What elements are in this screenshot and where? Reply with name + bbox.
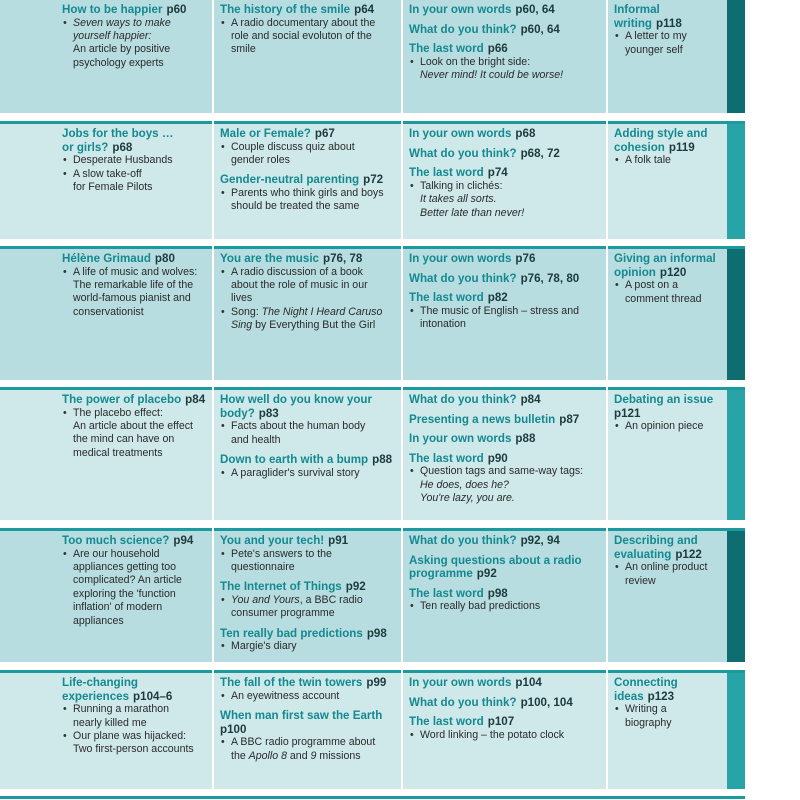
listening-cell: The fall of the twin towers p99 • An eyewitness account When man first saw the Earth p100 • A BBC radio programme about the Apollo 8 and 9 missions: [214, 673, 401, 792]
section-heading: or girls? p68: [62, 140, 133, 154]
section-heading: Connecting: [614, 676, 678, 689]
list-item: • An opinion piece: [614, 420, 721, 433]
row-stripe: [727, 673, 745, 789]
list-item: • Question tags and same-way tags:: [409, 465, 600, 478]
list-item: • An eyewitness account: [220, 690, 395, 703]
section-heading: evaluating p122: [614, 547, 702, 561]
section-heading: What do you think? p84: [409, 393, 541, 406]
listening-cell: You are the music p76, 78 • A radio discussion of a book about the role of music in our lives • Song: The Night I Heard Caruso Sing by Everything But the Girl: [214, 249, 401, 383]
section-heading: experiences p104–6: [62, 689, 173, 703]
list-item: • An online product: [614, 561, 721, 574]
list-item: • Writing a: [614, 703, 721, 716]
list-item: • A life of music and wolves:: [62, 266, 206, 279]
list-item: • Talking in clichés:: [409, 180, 600, 193]
section-heading: What do you think? p100, 104: [409, 695, 573, 709]
row-stripe: [727, 531, 745, 662]
reading-cell: Life-changing experiences p104–6 • Running a marathon nearly killed me • Our plane was hijacked: Two first-person accounts: [0, 673, 212, 792]
section-heading: The last word p107: [409, 715, 515, 729]
list-item: • A folk tale: [614, 154, 721, 167]
list-item: • Parents who think girls and boys: [220, 187, 395, 200]
listening-cell: You and your tech! p91 • Pete's answers to the questionnaire The Internet of Things p92 • You and Yours, a BBC radio consumer programme Ten really bad predictions p98 • Margie's diary: [214, 531, 401, 665]
row-stripe: [727, 124, 745, 239]
list-item: • Desperate Husbands: [62, 154, 206, 167]
list-item: • You and Yours, a BBC radio: [220, 594, 395, 607]
reading-cell: How to be happier p60 • Seven ways to make yourself happier: An article by positive psychology experts: [0, 0, 212, 113]
section-heading: The last word p90: [409, 451, 508, 465]
section-heading: The last word p74: [409, 166, 508, 180]
section-heading: Describing and: [614, 534, 698, 547]
section-heading: The fall of the twin towers p99: [220, 676, 387, 689]
section-heading: You are the music p76, 78: [220, 252, 363, 265]
section-heading: What do you think? p76, 78, 80: [409, 271, 580, 285]
writing-cell: [608, 390, 727, 523]
reading-cell: Jobs for the boys … or girls? p68 • Desperate Husbands • A slow take-off for Female Pilots: [0, 124, 212, 242]
section-heading: Male or Female? p67: [220, 127, 335, 140]
section-heading: How to be happier p60: [62, 3, 187, 16]
speaking-cell: In your own words p68 What do you think? p68, 72 The last word p74 • Talking in clichés: It takes all sorts. Better late than never!: [403, 124, 606, 242]
section-heading: The power of placebo p84: [62, 393, 206, 406]
section-heading: In your own words p104: [409, 676, 542, 689]
speaking-cell: In your own words p76 What do you think? p76, 78, 80 The last word p82 • The music of English – stress and intonation: [403, 249, 606, 383]
list-item: • The placebo effect:: [62, 407, 206, 420]
section-heading: What do you think? p60, 64: [409, 22, 560, 36]
section-heading: p100: [220, 722, 247, 736]
section-heading: cohesion p119: [614, 140, 695, 154]
list-item: • Pete's answers to the: [220, 548, 395, 561]
section-heading: The history of the smile p64: [220, 3, 375, 16]
list-item: • A BBC radio programme about: [220, 736, 395, 749]
unit-row: [0, 246, 800, 380]
section-heading: ideas p123: [614, 689, 675, 703]
writing-cell: Giving an informal opinion p120 • A post on a comment thread: [608, 249, 727, 383]
list-item: • A post on a: [614, 279, 721, 292]
section-heading: writing p118: [614, 16, 682, 30]
list-item: • Couple discuss quiz about: [220, 141, 395, 154]
section-heading: Asking questions about a radio: [409, 553, 582, 567]
section-heading: How well do you know your: [220, 393, 373, 406]
unit-row: [0, 387, 800, 520]
list-item: • A letter to my: [614, 30, 721, 43]
section-heading: The last word p82: [409, 291, 508, 305]
list-item: • A slow take-off: [62, 168, 206, 181]
list-item: • Ten really bad predictions: [409, 600, 600, 613]
reading-cell: Hélène Grimaud p80 • A life of music and wolves: The remarkable life of the world-famous pianist and conservationist: [0, 249, 212, 383]
list-item: • The music of English – stress and: [409, 305, 600, 318]
list-item: • Look on the bright side:: [409, 56, 600, 69]
list-item: • Margie's diary: [220, 640, 395, 653]
section-heading: Giving an informal: [614, 252, 716, 265]
listening-cell: The history of the smile p64 • A radio documentary about the role and social evoluton of the smile: [214, 0, 401, 113]
unit-row: [0, 121, 800, 239]
list-item: • Our plane was hijacked:: [62, 730, 206, 743]
list-item: • A radio documentary about the: [220, 17, 395, 30]
section-heading: Down to earth with a bump p88: [220, 453, 393, 466]
speaking-cell: [403, 531, 606, 665]
section-heading: The Internet of Things p92: [220, 580, 366, 594]
writing-cell: Describing and evaluating p122 • An online product review: [608, 531, 727, 665]
section-heading: Gender-neutral parenting p72: [220, 173, 384, 187]
section-heading: What do you think? p68, 72: [409, 146, 560, 160]
section-heading: Life-changing: [62, 676, 138, 689]
row-stripe: [727, 249, 745, 380]
reading-cell: The power of placebo p84 • The placebo effect: An article about the effect the mind can have on medical treatments: [0, 390, 212, 523]
list-item: • A paraglider's survival story: [220, 467, 395, 480]
list-item: • A radio discussion of a book: [220, 266, 395, 279]
writing-cell: [608, 124, 727, 242]
writing-cell: Informal writing p118 • A letter to my younger self: [608, 0, 727, 113]
speaking-cell: [403, 673, 606, 792]
list-item: • Song: The Night I Heard Caruso: [220, 306, 395, 319]
section-heading: In your own words p68: [409, 127, 536, 140]
listening-cell: How well do you know your body? p83 • Facts about the human body and health Down to earth with a bump p88 • A paraglider's survival story: [214, 390, 401, 523]
list-item: • Word linking – the potato clock: [409, 729, 600, 742]
reading-cell: Too much science? p94 • Are our household appliances getting too complicated? An article exploring the 'function inflation' of modern appliances: [0, 531, 212, 665]
section-heading: opinion p120: [614, 265, 687, 279]
section-heading: The last word p98: [409, 586, 508, 600]
section-heading: When man first saw the Earth: [220, 709, 383, 722]
section-heading: You and your tech! p91: [220, 534, 349, 547]
unit-row: [0, 0, 800, 113]
section-heading: In your own words p76: [409, 252, 536, 265]
section-heading: body? p83: [220, 406, 279, 420]
row-stripe: [727, 390, 745, 520]
section-heading: programme p92: [409, 567, 497, 581]
section-heading: Adding style and: [614, 127, 708, 140]
list-item: • Are our household: [62, 548, 206, 561]
section-heading: The last word p66: [409, 42, 508, 56]
list-item: • Seven ways to make: [62, 17, 206, 30]
section-heading: p121: [614, 406, 641, 420]
section-heading: Too much science? p94: [62, 534, 194, 547]
listening-cell: Male or Female? p67 • Couple discuss quiz about gender roles Gender-neutral parenting p72 • Parents who think girls and boys should be treated the same: [214, 124, 401, 242]
section-heading: Hélène Grimaud p80: [62, 252, 175, 265]
section-heading: Debating an issue: [614, 393, 714, 406]
list-item: • Running a marathon: [62, 703, 206, 716]
row-stripe: [727, 0, 745, 113]
speaking-cell: In your own words p60, 64 What do you think? p60, 64 The last word p66 • Look on the bright side: Never mind! It could be worse!: [403, 0, 606, 113]
writing-cell: Connecting ideas p123 • Writing a biography: [608, 673, 727, 792]
section-heading: What do you think? p92, 94: [409, 534, 560, 547]
speaking-cell: What do you think? p84 Presenting a news bulletin p87 In your own words p88 The last word p90 • Question tags and same-way tags: He does, does he? You're lazy, you are.: [403, 390, 606, 523]
unit-row: [0, 528, 800, 662]
section-heading: Presenting a news bulletin p87: [409, 412, 580, 426]
unit-row: [0, 670, 800, 789]
section-heading: Ten really bad predictions p98: [220, 626, 387, 640]
list-item: • Facts about the human body: [220, 420, 395, 433]
section-heading: In your own words p88: [409, 432, 536, 446]
bottom-rule: [0, 796, 745, 799]
section-heading: Informal: [614, 3, 660, 16]
section-heading: In your own words p60, 64: [409, 3, 555, 16]
section-heading: Jobs for the boys …: [62, 127, 174, 140]
